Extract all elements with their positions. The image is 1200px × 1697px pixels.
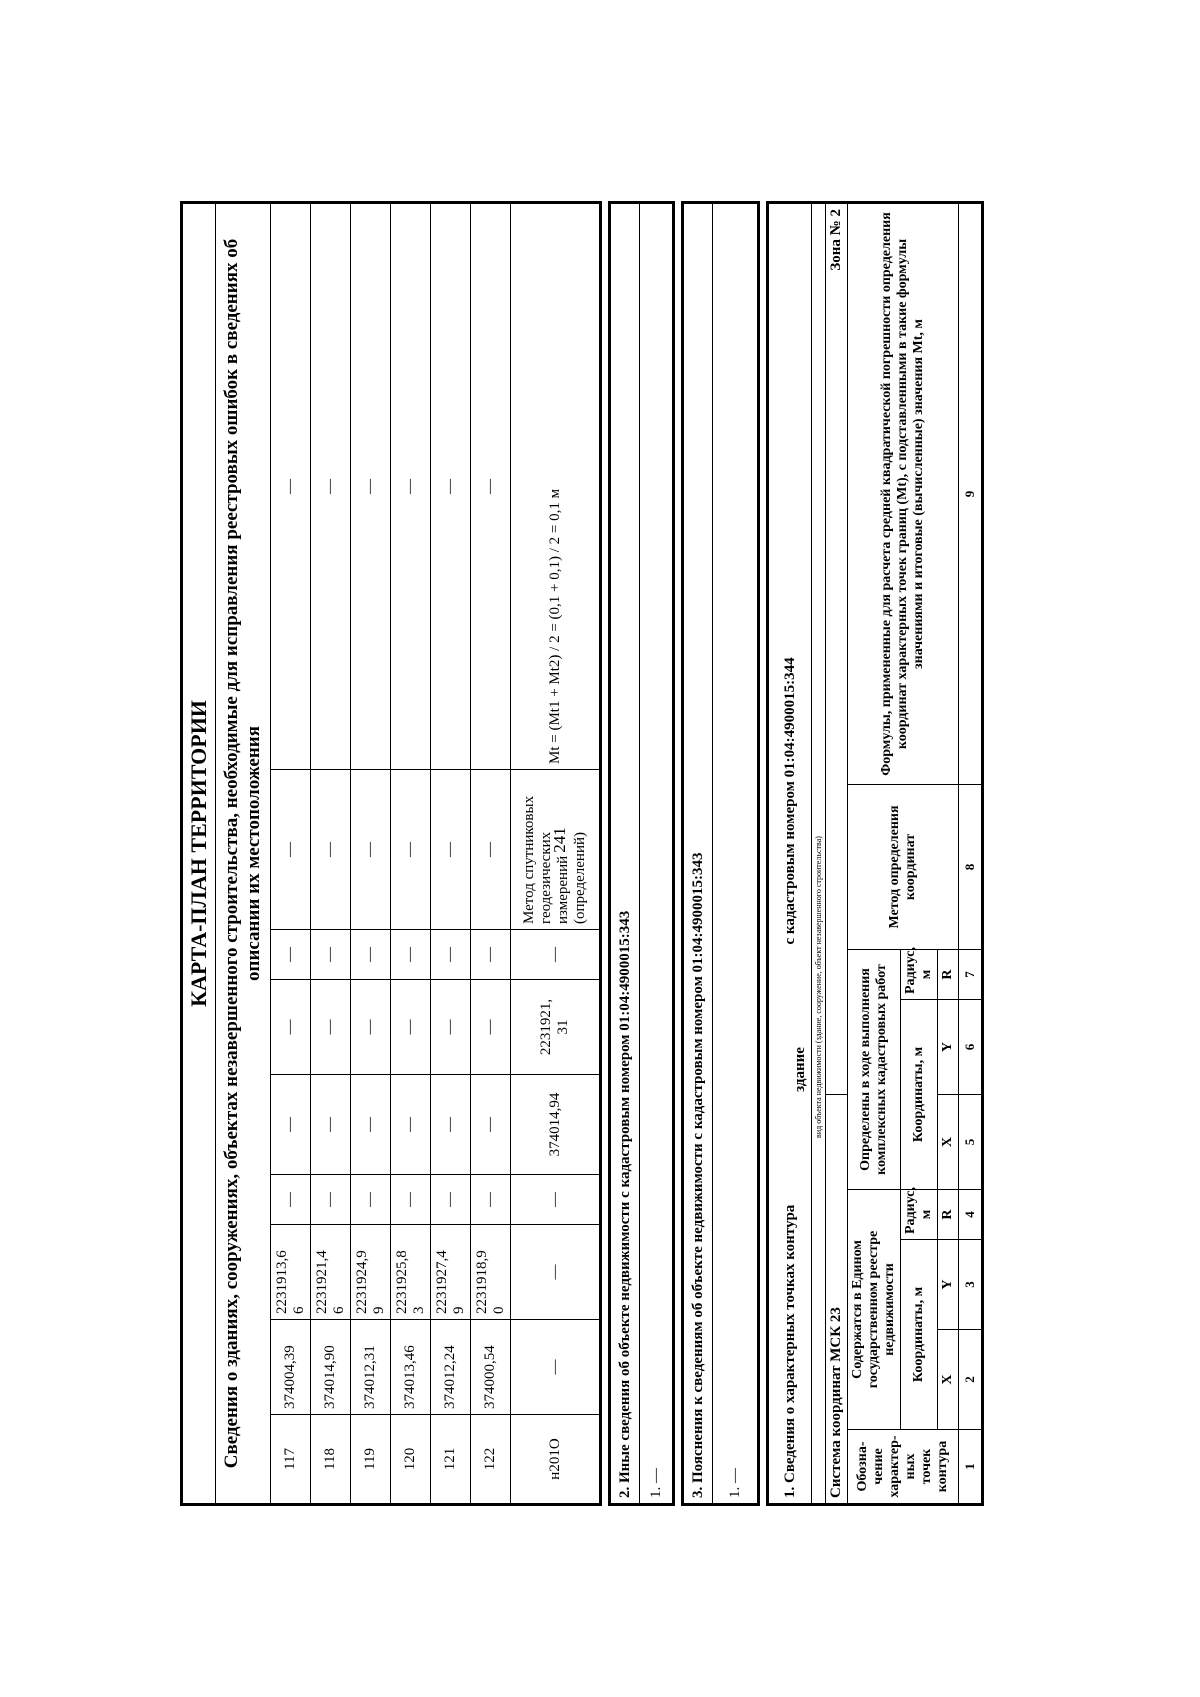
x-kkr: 374014,94 [511, 1075, 601, 1175]
col-method: Метод определения координат [848, 785, 959, 950]
col-index: 3 [959, 1240, 983, 1330]
col-radius-2: Радиус, м [901, 950, 938, 1000]
section-3-item: 1. — [713, 203, 759, 1505]
y-kkr: — [431, 980, 471, 1075]
table-row [431, 203, 471, 1505]
point-id: 117 [271, 1415, 311, 1505]
col-coords-1: Координаты, м [901, 1240, 938, 1430]
method-cell: — [311, 770, 351, 930]
section-3-table [681, 201, 760, 1506]
y-egrn: 2231925,8 3 [391, 1225, 431, 1320]
x-kkr: — [471, 1075, 511, 1175]
y-kkr: 2231921, 31 [511, 980, 601, 1075]
contour-table [766, 201, 984, 1506]
col-y-2: Y [938, 1000, 959, 1095]
y-kkr: — [351, 980, 391, 1075]
x-egrn: 374012,31 [351, 1320, 391, 1415]
method-cell: — [431, 770, 471, 930]
radius-kkr: — [511, 930, 601, 980]
radius-kkr: — [351, 930, 391, 980]
point-id: н201О [511, 1415, 601, 1505]
col-index: 7 [959, 950, 983, 1000]
y-egrn: 2231921,4 6 [311, 1225, 351, 1320]
method-cell: Метод спутниковых геодезических измерений (определений) [511, 770, 601, 930]
table-row [471, 203, 511, 1505]
col-y-1: Y [938, 1240, 959, 1330]
method-cell: — [351, 770, 391, 930]
col-x-1: X [938, 1330, 959, 1430]
col-group-kkr: Определены в ходе выполнения комплексных кадастровых работ [848, 950, 901, 1190]
x-kkr: — [311, 1075, 351, 1175]
radius-egrn: — [391, 1175, 431, 1225]
section-2-item: 1. — [640, 203, 674, 1505]
formula-cell: — [471, 203, 511, 770]
radius-kkr: — [471, 930, 511, 980]
x-egrn: 374000,54 [471, 1320, 511, 1415]
coord-system: Система координат МСК 23 [826, 1095, 848, 1505]
map-title: КАРТА-ПЛАН ТЕРРИТОРИИ [182, 203, 216, 1505]
x-egrn: — [511, 1320, 601, 1415]
x-egrn: 374013,46 [391, 1320, 431, 1415]
point-id: 121 [431, 1415, 471, 1505]
x-kkr: — [351, 1075, 391, 1175]
table-row [271, 203, 311, 1505]
map-subtitle: Сведения о зданиях, сооружениях, объектах незавершенного строительства, необходимые для исправления реестровых ошибок в сведениях об описании их местоположения [216, 203, 271, 1505]
col-x-2: X [938, 1095, 959, 1190]
col-index: 1 [959, 1430, 983, 1505]
contour-label: 1. Сведения о характерных точках контура [768, 1190, 812, 1505]
table-row [391, 203, 431, 1505]
y-egrn: 2231927,4 9 [431, 1225, 471, 1320]
formula-cell: — [271, 203, 311, 770]
x-kkr: — [391, 1075, 431, 1175]
col-radius-1: Радиус, м [901, 1190, 938, 1240]
points-table [180, 201, 602, 1506]
x-egrn: 374014,90 [311, 1320, 351, 1415]
method-cell: — [271, 770, 311, 930]
zone-label: Зона № 2 [826, 203, 848, 1095]
radius-kkr: — [391, 930, 431, 980]
col-index: 5 [959, 1095, 983, 1190]
col-index: 8 [959, 785, 983, 950]
y-kkr: — [311, 980, 351, 1075]
page-number: 241 [550, 827, 569, 853]
radius-egrn: — [351, 1175, 391, 1225]
radius-egrn: — [471, 1175, 511, 1225]
table-row [311, 203, 351, 1505]
x-egrn: 374012,24 [431, 1320, 471, 1415]
y-egrn: 2231913,6 6 [271, 1225, 311, 1320]
x-egrn: 374004,39 [271, 1320, 311, 1415]
object-type-hint: вид объекта недвижимости (здание, сооружение, объект незавершенного строительства) [812, 785, 826, 1190]
point-id: 120 [391, 1415, 431, 1505]
col-index: 6 [959, 1000, 983, 1095]
method-cell: — [471, 770, 511, 930]
section-2-title: 2. Иные сведения об объекте недвижимости с кадастровым номером 01:04:4900015:343 [610, 203, 640, 1505]
point-rows [271, 203, 601, 1505]
y-kkr: — [271, 980, 311, 1075]
radius-egrn: — [511, 1175, 601, 1225]
object-type: здание [768, 950, 812, 1190]
table-row [351, 203, 391, 1505]
col-index: 2 [959, 1330, 983, 1430]
col-point-designation: Обозна-чение характер-ных точек контура [848, 1430, 959, 1505]
point-id: 119 [351, 1415, 391, 1505]
col-group-egrn: Содержатся в Едином государственном реестре недвижимости [848, 1190, 901, 1430]
radius-kkr: — [271, 930, 311, 980]
section-2-table [608, 201, 675, 1506]
point-id: 118 [311, 1415, 351, 1505]
col-index: 9 [959, 203, 983, 785]
x-kkr: — [271, 1075, 311, 1175]
radius-kkr: — [311, 930, 351, 980]
col-r-1: R [938, 1190, 959, 1240]
formula-cell: — [391, 203, 431, 770]
x-kkr: — [431, 1075, 471, 1175]
col-coords-2: Координаты, м [901, 1000, 938, 1190]
cadastral-number: с кадастровым номером 01:04:4900015:344 [768, 203, 812, 950]
formula-cell: — [311, 203, 351, 770]
col-formula: Формулы, примененные для расчета средней квадратической погрешности определения координат характерных точек границ (Mt), с подставленными в такие формулы значениями и итоговые (вычисленные) значения Mt, м [848, 203, 959, 785]
y-egrn: 2231918,9 0 [471, 1225, 511, 1320]
y-kkr: — [471, 980, 511, 1075]
point-id: 122 [471, 1415, 511, 1505]
y-kkr: — [391, 980, 431, 1075]
col-index: 4 [959, 1190, 983, 1240]
formula-cell: — [351, 203, 391, 770]
formula-cell: — [431, 203, 471, 770]
cadastral-sheet [180, 201, 1050, 1506]
formula-cell: Mt = (Mt1 + Mt2) / 2 = (0,1 + 0,1) / 2 = 0,1 м [511, 203, 601, 770]
section-3-title: 3. Пояснения к сведениям об объекте недвижимости с кадастровым номером 01:04:4900015:343 [683, 203, 713, 1505]
y-egrn: — [511, 1225, 601, 1320]
col-r-2: R [938, 950, 959, 1000]
radius-egrn: — [311, 1175, 351, 1225]
table-row [511, 203, 601, 1505]
method-cell: — [391, 770, 431, 930]
y-egrn: 2231924,9 9 [351, 1225, 391, 1320]
radius-kkr: — [431, 930, 471, 980]
radius-egrn: — [271, 1175, 311, 1225]
radius-egrn: — [431, 1175, 471, 1225]
